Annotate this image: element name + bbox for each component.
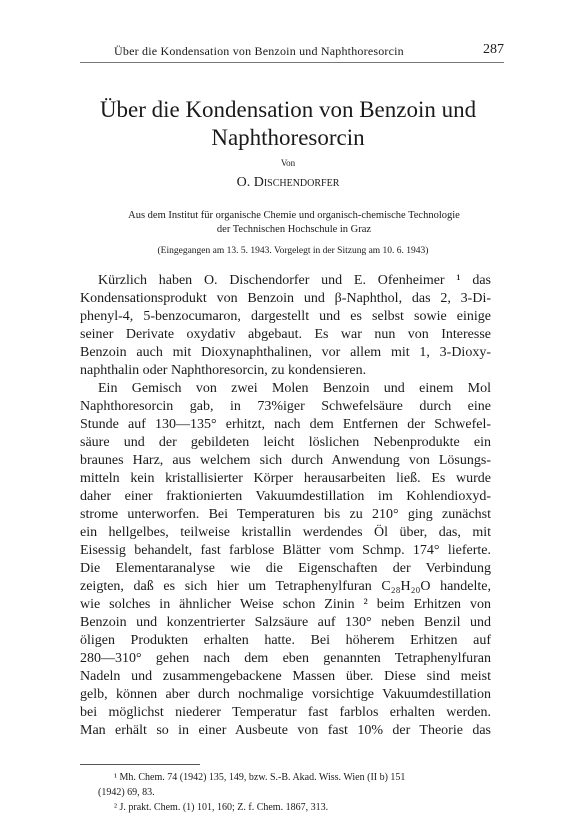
body-line: gelb, können aber durch nochmalige vorsichtige Vakuumdestillation [80,687,491,702]
received-date: (Eingegangen am 13. 5. 1943. Vorgelegt in der Sitzung am 10. 6. 1943) [157,246,429,256]
footnote-rule [80,764,200,765]
body-line: wie solches in ähnlicher Weise schon Zinin ² beim Erhitzen von [80,597,491,612]
body-line: Kondensationsprodukt von Benzoin und β-Naphthol, das 2, 3-Di- [80,291,491,306]
article-title-line-2: Naphthoresorcin [211,125,365,150]
body-line: Ein Gemisch von zwei Molen Benzoin und einem Mol [98,381,491,396]
body-line: Naphthoresorcin gab, in 73%iger Schwefelsäure durch eine [80,399,491,414]
page-number: 287 [483,42,504,57]
body-line: mitteln kein kristallisierter Körper herausarbeiten ließ. Es wurde [80,471,491,486]
body-line: strome unterworfen. Bei Temperaturen bis zu 210° ging zunächst [80,507,491,522]
body-line: säure und der gebildeten leicht löslichen Nebenprodukte ein [80,435,491,450]
body-line: bei möglichst niederer Temperatur fast farblos erhalten werden. [80,705,491,720]
byline-von: Von [280,158,296,168]
body-line: Kürzlich haben O. Dischendorfer und E. Ofenheimer ¹ das [98,273,491,288]
running-header [80,44,504,63]
body-line: daher einer fraktionierten Vakuumdestillation im Kohlendioxyd- [80,489,491,504]
body-line: 280—310° gehen nach dem eben genannten Tetraphenylfuran [80,651,491,666]
body-line: öligen Produkten erhalten hatte. Bei höherem Erhitzen auf [80,633,491,648]
footnote-1-line-1: ¹ Mh. Chem. 74 (1942) 135, 149, bzw. S.-B. Akad. Wiss. Wien (II b) 151 [114,772,406,783]
body-line: naphthalin oder Naphthoresorcin, zu kondensieren. [80,363,367,378]
footnote-2: ² J. prakt. Chem. (1) 101, 160; Z. f. Chem. 1867, 313. [114,802,329,813]
body-line: Benzoin und konzentrierter Salzsäure auf 130° neben Benzil und [80,615,491,630]
body-line: Benzoin auch mit Dioxynaphthalinen, vor allem mit 1, 3-Dioxy- [80,345,491,360]
body-line: Die Elementaranalyse wie die Eigenschaften der Verbindung [80,561,491,576]
body-line: Eisessig behandelt, fast farblose Blätter vom Schmp. 174° lieferte. [80,543,491,558]
body-line: ein hellgelbes, teilweise kristallin werdendes Öl über, das, mit [80,525,491,540]
body-line: Nadeln und zusammengebackene Massen über. Diese sind meist [80,669,491,684]
footnote-1-line-2: (1942) 69, 83. [98,787,155,798]
body-line: Man erhält so in einer Ausbeute von fast 10% der Theorie das [80,723,491,738]
running-title: Über die Kondensation von Benzoin und Naphthoresorcin [114,44,404,58]
affiliation-line-1: Aus dem Institut für organische Chemie und organisch-chemische Technologie [128,210,460,221]
body-line: zeigten, daß es sich hier um Tetraphenylfuran C₂₈H₂₀O handelte, [80,579,491,594]
article-title-line-1: Über die Kondensation von Benzoin und [99,97,477,122]
body-line: seiner Derivate oxydativ abgebaut. Es war nun von Interesse [80,327,491,342]
body-line: braunes Harz, aus welchem sich durch Anwendung von Lösungs- [80,453,491,468]
author-name: O. Dischendorfer [236,175,340,190]
body-line: phenyl-4, 5-benzocumaron, dargestellt und es selbst sowie einige [80,309,491,324]
body-line: Stunde auf 130—135° erhitzt, nach dem Entfernen der Schwefel- [80,417,491,432]
affiliation-line-2: der Technischen Hochschule in Graz [216,224,372,235]
